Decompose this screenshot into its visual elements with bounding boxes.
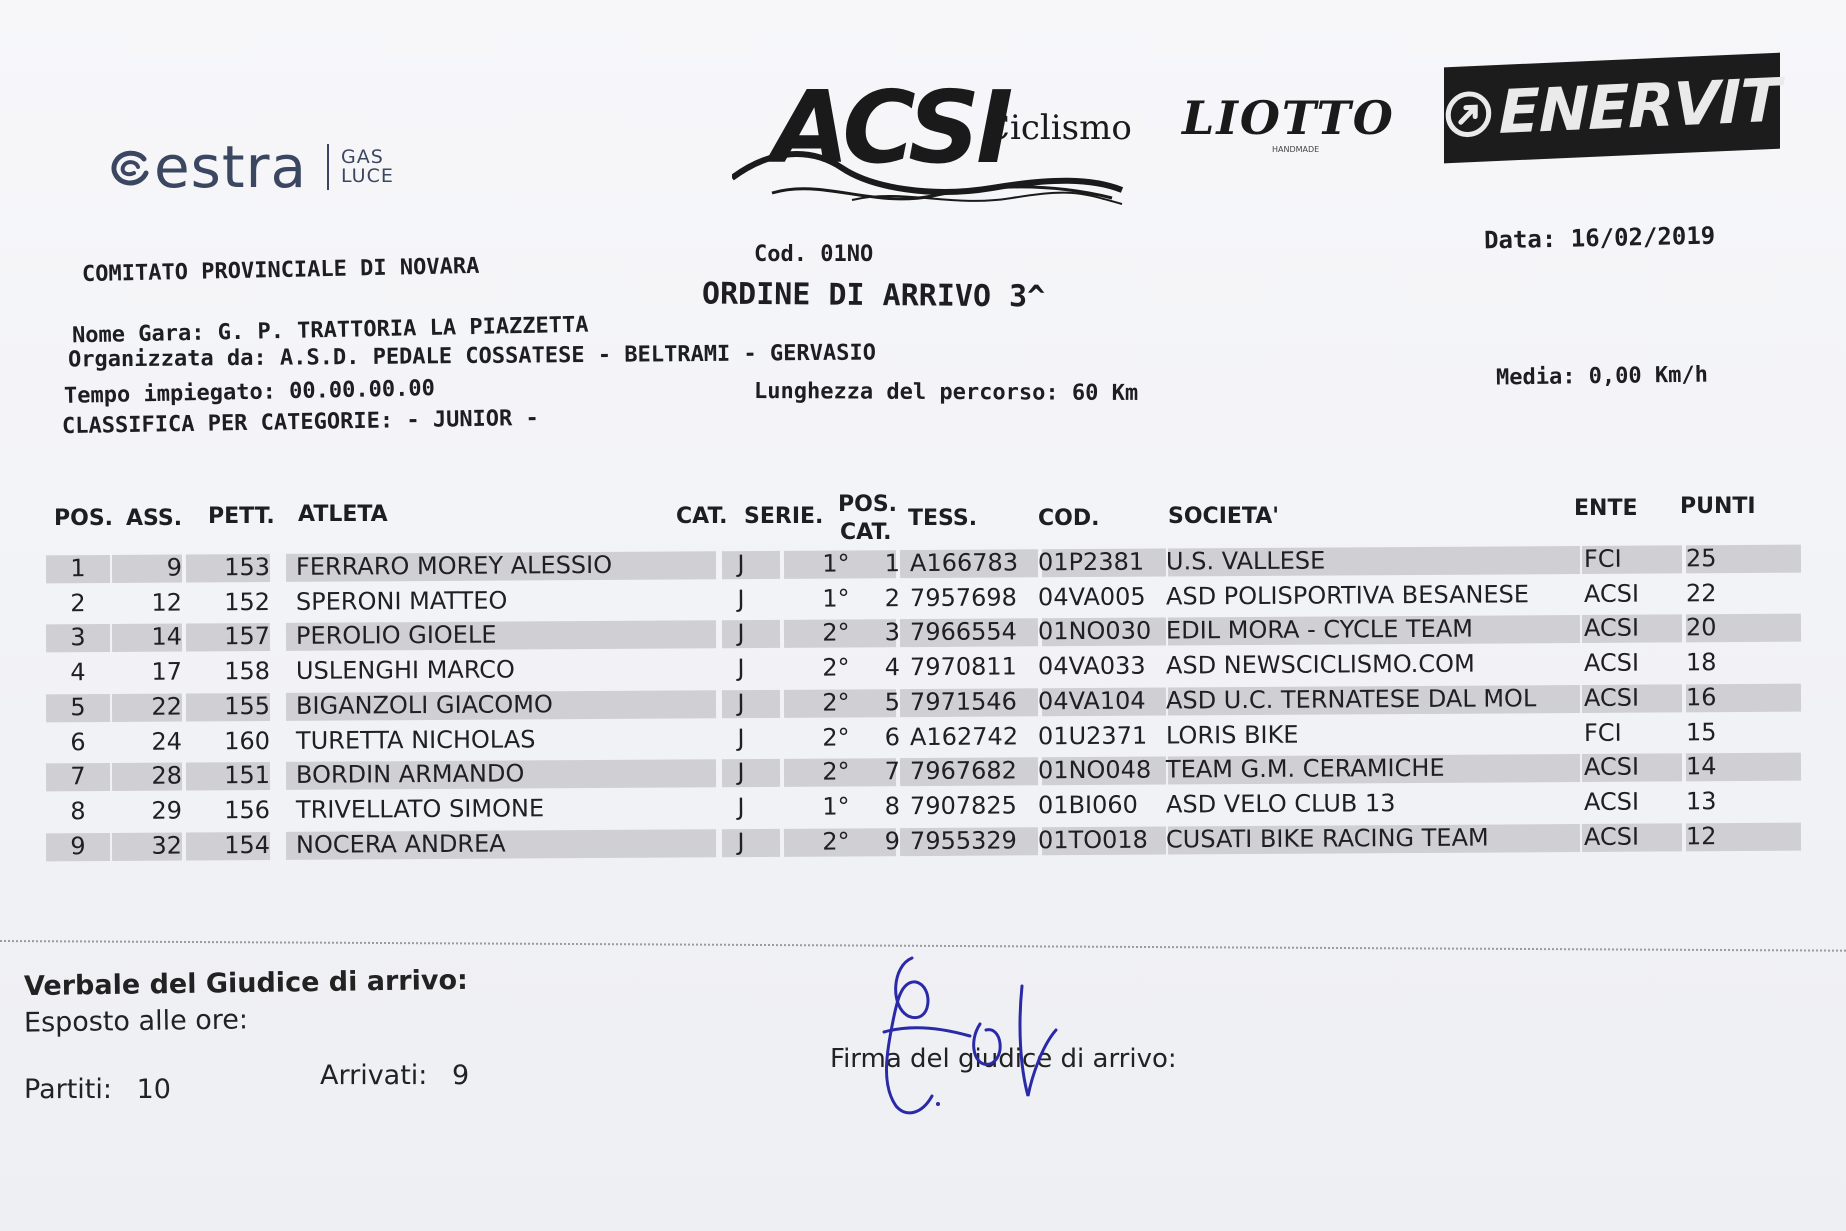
cell-societa: ASD U.C. TERNATESE DAL MOL [1165, 684, 1537, 715]
cell-societa: ASD NEWSCICLISMO.COM [1165, 649, 1475, 680]
cell-pos-cat: 9 [884, 826, 901, 855]
cell-tess: A166783 [909, 548, 1019, 578]
acsi-ciclismo-label: Ciclismo [984, 108, 1132, 148]
cell-ente: FCI [1583, 544, 1622, 573]
table-row [46, 820, 1801, 861]
cell-punti: 12 [1685, 821, 1717, 850]
cell-cat: J [737, 723, 745, 752]
cell-pos: 4 [70, 658, 86, 687]
cell-tess: 7957698 [909, 583, 1017, 612]
verbale-label: Verbale del Giudice di arrivo: [23, 964, 469, 1003]
cell-tess: 7966554 [909, 617, 1017, 647]
col-header-tess: TESS. [908, 506, 978, 531]
cell-pos: 2 [70, 588, 86, 617]
cell-serie: 2° [822, 653, 850, 682]
cell-cod: 01P2381 [1037, 547, 1145, 577]
cell-cat: J [737, 619, 745, 648]
col-header-ente: ENTE [1574, 496, 1638, 521]
col-header-atleta: ATLETA [298, 502, 388, 527]
table-row [46, 543, 1801, 584]
cell-ente: ACSI [1583, 579, 1640, 608]
cell-ente: ACSI [1583, 752, 1640, 782]
cell-pos-cat: 5 [884, 687, 901, 717]
estra-gas-label: GAS [341, 146, 384, 168]
time-spent: Tempo impiegato: 00.00.00.00 [63, 376, 436, 409]
cell-pos-cat: 2 [884, 583, 901, 612]
cell-cod: 04VA104 [1037, 686, 1146, 716]
col-header-societa: SOCIETA' [1168, 504, 1279, 529]
cell-punti: 13 [1685, 787, 1717, 816]
cell-ass: 17 [151, 657, 183, 686]
race-date: Data: 16/02/2019 [1483, 221, 1716, 255]
cell-ass: 24 [151, 727, 183, 756]
cell-atleta: PEROLIO GIOELE [295, 620, 497, 651]
cell-tess: 7955329 [909, 826, 1017, 855]
cell-serie: 2° [822, 722, 850, 752]
cell-pett: 158 [224, 657, 271, 686]
col-header-pett: PETT. [208, 504, 275, 529]
col-header-pos-cat-2: CAT. [840, 520, 892, 545]
cell-punti: 16 [1685, 682, 1717, 712]
cell-cod: 01U2371 [1037, 721, 1148, 750]
cell-pett: 160 [224, 726, 271, 755]
cell-punti: 22 [1685, 578, 1717, 608]
table-row [46, 612, 1801, 653]
cell-atleta: USLENGHI MARCO [295, 655, 515, 685]
cell-ente: FCI [1583, 718, 1622, 747]
cell-societa: ASD POLISPORTIVA BESANESE [1165, 579, 1530, 611]
cell-atleta: SPERONI MATTEO [295, 586, 508, 616]
category-label: CLASSIFICA PER CATEGORIE: - JUNIOR - [61, 405, 540, 440]
col-header-punti: PUNTI [1680, 494, 1756, 519]
cell-atleta: TURETTA NICHOLAS [295, 724, 536, 755]
cell-serie: 2° [822, 827, 850, 856]
cell-societa: TEAM G.M. CERAMICHE [1165, 754, 1445, 784]
cell-pett: 153 [224, 552, 271, 582]
table-row [46, 577, 1801, 618]
cell-ass: 14 [151, 622, 183, 652]
partiti-value: 10 [136, 1074, 171, 1105]
cell-societa: EDIL MORA - CYCLE TEAM [1165, 615, 1473, 645]
cell-tess: 7967682 [909, 756, 1017, 786]
cell-cat: J [737, 654, 745, 683]
cell-serie: 1° [822, 792, 850, 821]
cell-cat: J [737, 584, 745, 613]
cell-ass: 22 [151, 692, 183, 721]
cell-ente: ACSI [1583, 787, 1640, 816]
cell-pos: 5 [70, 692, 86, 722]
course-length: Lunghezza del percorso: 60 Km [753, 378, 1139, 407]
cell-atleta: BORDIN ARMANDO [295, 759, 525, 790]
cell-punti: 14 [1685, 752, 1717, 781]
committee-code: Cod. 01NO [754, 242, 874, 267]
cell-ente: ACSI [1583, 614, 1640, 643]
cell-serie: 2° [822, 688, 850, 717]
cell-tess: 7970811 [909, 652, 1017, 682]
cell-atleta: NOCERA ANDREA [295, 829, 506, 859]
cell-societa: LORIS BIKE [1165, 720, 1299, 750]
cell-pett: 155 [224, 691, 271, 721]
col-header-cat: CAT. [676, 504, 728, 529]
cell-punti: 25 [1685, 544, 1717, 573]
cell-serie: 2° [822, 757, 850, 786]
cell-atleta: TRIVELLATO SIMONE [295, 794, 545, 824]
average-speed: Media: 0,00 Km/h [1495, 362, 1709, 391]
acsi-wordmark: ACSI [772, 69, 1010, 186]
judge-signature [872, 946, 1112, 1126]
col-header-pos: POS. [54, 506, 114, 531]
cell-ass: 28 [151, 761, 183, 790]
firma-label: Firma del giudice di arrivo: [830, 1044, 1177, 1074]
cell-ass: 32 [151, 831, 183, 860]
cell-cat: J [737, 758, 745, 787]
cell-pett: 151 [224, 761, 271, 790]
liotto-handmade-label: HANDMADE [1272, 145, 1320, 154]
cell-cod: 01TO018 [1037, 825, 1148, 854]
cell-societa: CUSATI BIKE RACING TEAM [1165, 823, 1489, 854]
cell-ass: 12 [151, 588, 183, 617]
enervit-wordmark: ENERVIT [1498, 65, 1780, 148]
cell-serie: 1° [822, 584, 850, 613]
cell-pos: 7 [70, 762, 86, 791]
cell-tess: A162742 [909, 721, 1019, 751]
cell-societa: U.S. VALLESE [1165, 546, 1326, 576]
cell-pos-cat: 3 [884, 618, 901, 647]
col-header-ass: ASS. [126, 506, 183, 531]
cell-cod: 04VA033 [1037, 651, 1146, 681]
cell-cat: J [737, 827, 745, 856]
cell-tess: 7971546 [909, 687, 1017, 716]
cell-cat: J [737, 688, 745, 717]
cell-pett: 152 [224, 587, 271, 616]
cell-cat: J [737, 550, 745, 579]
cell-pos-cat: 6 [884, 722, 901, 751]
cell-pos: 3 [70, 623, 86, 652]
estra-wordmark: estra [154, 133, 308, 201]
cell-ass: 9 [166, 553, 183, 582]
cell-cod: 01NO030 [1037, 616, 1152, 646]
cell-ass: 29 [151, 796, 183, 825]
cell-atleta: BIGANZOLI GIACOMO [295, 690, 553, 720]
cell-ente: ACSI [1583, 822, 1640, 851]
organized-by: Organizzata da: A.S.D. PEDALE COSSATESE - BELTRAMI - GERVASIO [67, 340, 877, 373]
cell-pos: 9 [70, 831, 86, 860]
table-row [46, 786, 1801, 827]
cell-pos-cat: 7 [884, 757, 901, 786]
cell-serie: 1° [822, 549, 850, 578]
race-name: Nome Gara: G. P. TRATTORIA LA PIAZZETTA [71, 312, 589, 349]
cell-punti: 15 [1685, 717, 1717, 746]
table-row [46, 716, 1801, 757]
cell-pett: 154 [224, 830, 271, 859]
liotto-wordmark: LIOTTO [1182, 91, 1395, 145]
table-row [46, 681, 1801, 722]
cell-serie: 2° [822, 618, 850, 648]
committee-name: COMITATO PROVINCIALE DI NOVARA [81, 253, 480, 288]
col-header-pos-cat-1: POS. [838, 492, 898, 517]
cell-punti: 18 [1685, 648, 1717, 677]
cell-ente: ACSI [1583, 648, 1640, 678]
cell-pos: 8 [70, 797, 86, 826]
verbale-heading [24, 965, 468, 1002]
cell-cat: J [737, 792, 745, 822]
cell-pos-cat: 8 [884, 792, 901, 821]
col-header-serie: SERIE. [744, 504, 824, 529]
cell-pos: 1 [70, 554, 86, 583]
col-header-cod: COD. [1038, 506, 1100, 531]
cell-punti: 20 [1685, 613, 1717, 642]
table-row [46, 647, 1801, 688]
esposto-label: Esposto alle ore: [23, 1004, 249, 1039]
arrivati-field [320, 1060, 469, 1091]
arrivati-label: Arrivati: [320, 1060, 428, 1091]
table-row [46, 751, 1801, 792]
cell-pett: 156 [224, 795, 271, 825]
cell-pett: 157 [224, 622, 271, 651]
cell-cod: 04VA005 [1037, 582, 1146, 611]
cell-pos-cat: 1 [884, 549, 901, 578]
partiti-field [24, 1074, 171, 1105]
cell-ente: ACSI [1583, 683, 1640, 712]
cell-societa: ASD VELO CLUB 13 [1165, 789, 1396, 819]
cell-cod: 01BI060 [1037, 790, 1138, 820]
cell-atleta: FERRARO MOREY ALESSIO [295, 550, 613, 581]
cell-pos-cat: 4 [884, 653, 901, 682]
cell-cod: 01NO048 [1037, 755, 1152, 785]
cell-tess: 7907825 [909, 791, 1017, 820]
partiti-label: Partiti: [24, 1074, 112, 1105]
page-title: ORDINE DI ARRIVO 3^ [701, 276, 1046, 315]
estra-luce-label: LUCE [341, 165, 394, 187]
cell-pos: 6 [70, 727, 86, 756]
arrivati-value: 9 [452, 1060, 470, 1091]
